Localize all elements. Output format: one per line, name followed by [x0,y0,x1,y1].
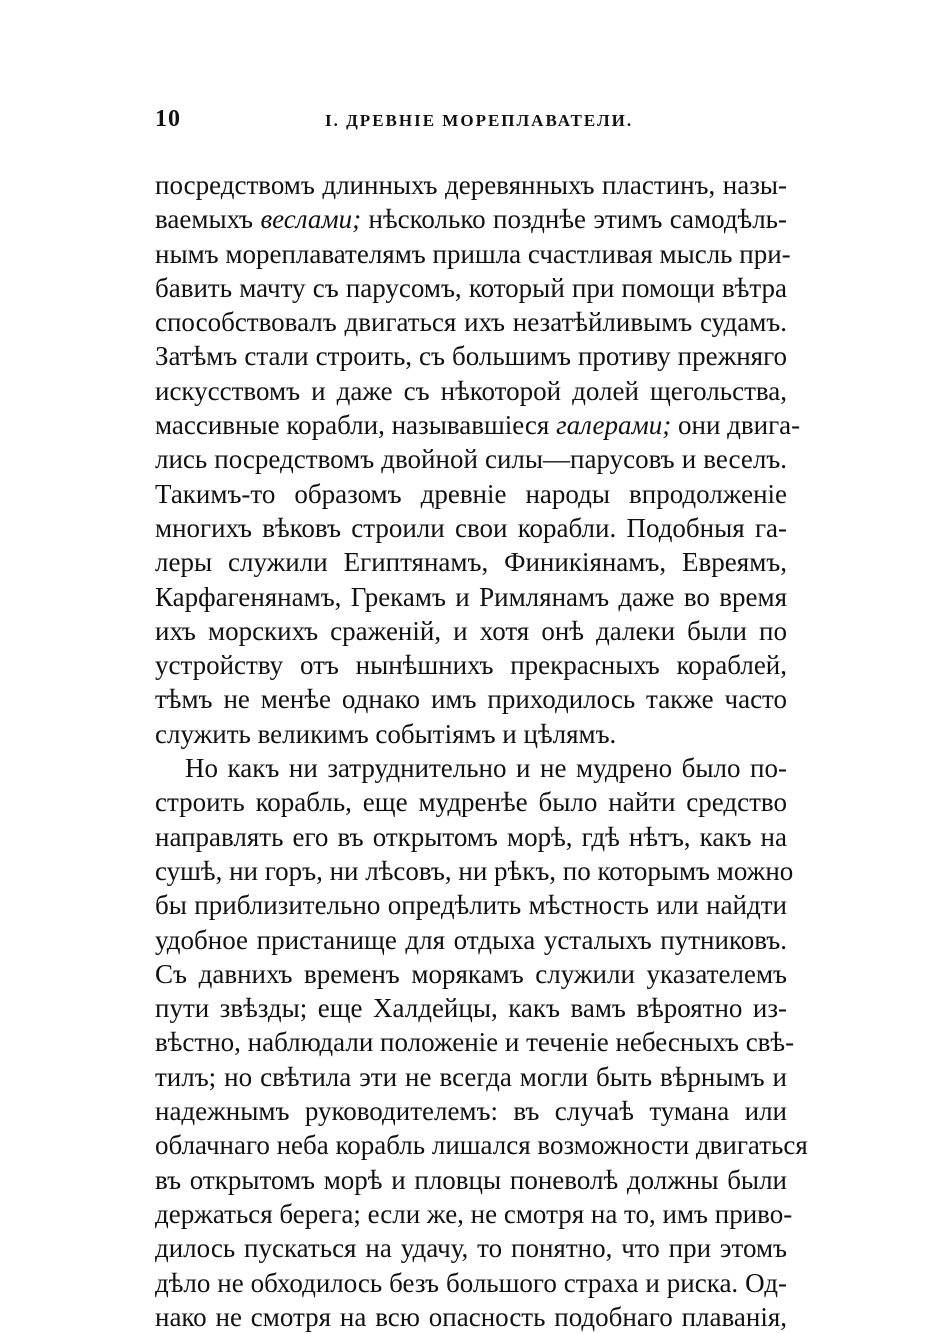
text-line: удобное пристанище для отдыха усталыхъ путниковъ. [155,924,787,955]
text-line: дилось пускаться на удачу, то понятно, что при этомъ [155,1233,787,1264]
page-number: 10 [155,106,181,132]
text-line: Съ давнихъ временъ морякамъ служили указателемъ [155,958,787,989]
text-line: Карфагенянамъ, Грекамъ и Римлянамъ даже во время [155,581,787,612]
text-line: сушѣ, ни горъ, ни лѣсовъ, ни рѣкъ, по которымъ можно [155,855,794,886]
text-line: держаться берега; если же, не смотря на то, имъ приво- [155,1198,793,1229]
text-line: дѣло не обходилось безъ большого страха и риска. Од- [155,1267,787,1298]
text-line: Затѣмъ стали строить, съ большимъ противу прежняго [155,341,787,372]
text-line: посредствомъ длинныхъ деревянныхъ пластинъ, назы- [155,170,787,200]
text-line: искусствомъ и даже съ нѣкоторой долей щегольства, [155,375,787,406]
text-line: ваемыхъ веслами; нѣсколько позднѣе этимъ самодѣль- [155,204,787,235]
text-line: нымъ мореплавателямъ пришла счастливая мысль при- [155,238,791,269]
text-line: бы приблизительно опредѣлить мѣстность или найдти [155,890,787,921]
italic-term: галерами; [556,410,672,441]
text-line: пути звѣзды; еще Халдейцы, какъ вамъ вѣроятно из- [155,993,787,1024]
text-line: въ открытомъ морѣ и пловцы поневолѣ должны были [155,1164,787,1195]
text-line: ихъ морскихъ сраженій, и хотя онѣ далеки были по [155,615,787,646]
text-line: надежнымъ руководителемъ: въ случаѣ тумана или [155,1096,787,1127]
text-line: массивные корабли, называвшіеся галерами; они двига- [155,410,801,441]
text-line: тилъ; но свѣтила эти не всегда могли быть вѣрнымъ и [155,1061,787,1092]
text-line: способствовалъ двигаться ихъ незатѣйливымъ судамъ. [155,307,787,338]
text-line: облачнаго неба корабль лишался возможности двигаться [155,1130,808,1161]
body-text [155,168,808,1334]
text-line: леры служили Египтянамъ, Финикіянамъ, Евреямъ, [155,547,787,578]
running-title: I. ДРЕВНІЕ МОРЕПЛАВАТЕЛИ. [325,111,634,130]
text-line: Такимъ-то образомъ древніе народы впродолженіе [155,478,787,509]
text-line: многихъ вѣковъ строили свои корабли. Подобныя га- [155,512,787,543]
text-line: вѣстно, наблюдали положеніе и теченіе небесныхъ свѣ- [155,1027,795,1058]
text-line: служить великимъ событіямъ и цѣлямъ. [155,718,617,749]
text-line: тѣмъ не менѣе однако имъ приходилось также часто [155,684,787,715]
italic-term: веслами; [260,204,362,235]
text-line: направлять его въ открытомъ морѣ, гдѣ нѣтъ, какъ на [155,821,787,852]
text-line: устройству отъ нынѣшнихъ прекрасныхъ кораблей, [155,650,787,681]
text-line: бавить мачту съ парусомъ, который при помощи вѣтра [155,272,787,303]
paragraph-start-line: Но какъ ни затруднительно и не мудрено было по- [185,753,787,784]
text-line: лись посредствомъ двойной силы—парусовъ и веселъ. [155,444,787,475]
text-line: нако не смотря на всю опасность подобнаго плаванія, [155,1301,787,1332]
page-header [155,106,785,136]
text-line: строить корабль, еще мудренѣе было найти средство [155,787,787,818]
